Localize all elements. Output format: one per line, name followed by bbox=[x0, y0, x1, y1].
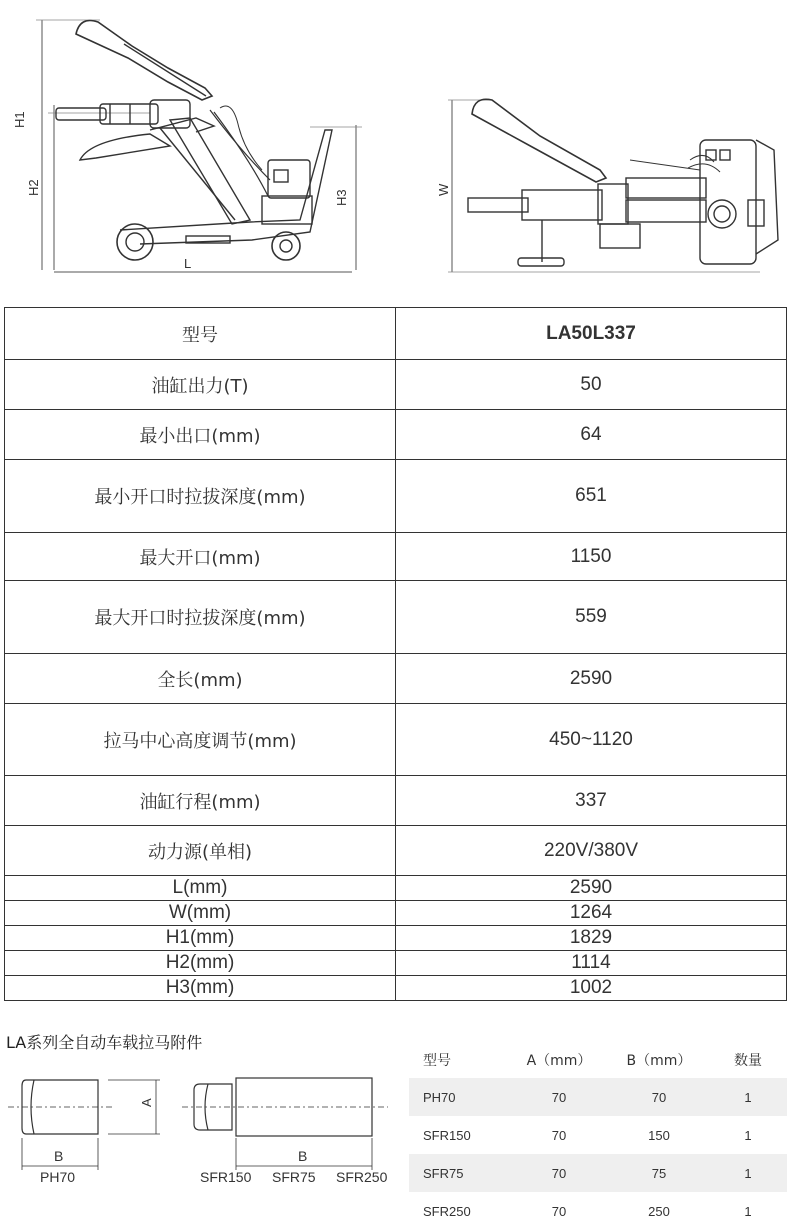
spec-row bbox=[5, 704, 787, 776]
spec-row bbox=[5, 826, 787, 876]
accessory-cell: 250 bbox=[648, 1203, 670, 1219]
dim-a-label: A bbox=[139, 1098, 154, 1107]
spec-value: 64 bbox=[396, 410, 787, 460]
dim-b-left-label: B bbox=[54, 1148, 64, 1164]
dim-h3-label: H3 bbox=[334, 189, 349, 206]
accessory-cell: 70 bbox=[509, 1078, 609, 1116]
spec-value: 651 bbox=[396, 460, 787, 533]
top-view-drawing bbox=[430, 0, 790, 290]
spec-label: 拉马中心高度调节(mm) bbox=[5, 704, 396, 776]
spec-row bbox=[5, 901, 787, 926]
accessory-row bbox=[409, 1154, 787, 1192]
accessory-header: 型号 bbox=[423, 1053, 451, 1069]
spec-value: 220V/380V bbox=[396, 826, 787, 876]
spec-row bbox=[5, 410, 787, 460]
accessory-cell: PH70 bbox=[409, 1078, 509, 1116]
accessory-cell: 70 bbox=[551, 1127, 567, 1143]
accessory-header-row bbox=[409, 1042, 787, 1078]
accessory-cell: 1 bbox=[709, 1078, 787, 1116]
spec-row bbox=[5, 776, 787, 826]
spec-header-value: LA50L337 bbox=[396, 308, 787, 360]
accessory-cell: 1 bbox=[744, 1127, 752, 1143]
dim-b-right-label: B bbox=[298, 1148, 308, 1164]
accessory-header: 数量 bbox=[734, 1053, 762, 1069]
accessory-cell: SFR250 bbox=[423, 1203, 471, 1219]
sfr-label: SFR150 bbox=[200, 1169, 252, 1185]
accessories-title: LA系列全自动车载拉马附件 bbox=[6, 1033, 203, 1052]
accessory-cell: 70 bbox=[509, 1154, 609, 1192]
spec-row bbox=[5, 360, 787, 410]
spec-row bbox=[5, 926, 787, 951]
spec-value: 2590 bbox=[396, 654, 787, 704]
spec-label: 油缸出力(T) bbox=[5, 360, 396, 410]
spec-label: H2(mm) bbox=[5, 951, 396, 976]
sfr-label: SFR75 bbox=[272, 1169, 316, 1185]
spec-value: 1264 bbox=[396, 901, 787, 926]
spec-value: 1114 bbox=[396, 951, 787, 976]
spec-value: 2590 bbox=[396, 876, 787, 901]
spec-value: 1002 bbox=[396, 976, 787, 1001]
dim-h2-label: H2 bbox=[26, 179, 41, 196]
spec-label: 动力源(单相) bbox=[5, 826, 396, 876]
spec-label: 最小开口时拉拔深度(mm) bbox=[5, 460, 396, 533]
spec-label: 最大开口时拉拔深度(mm) bbox=[5, 581, 396, 654]
spec-value: 1829 bbox=[396, 926, 787, 951]
accessory-cell: SFR150 bbox=[423, 1127, 471, 1143]
spec-label: H3(mm) bbox=[5, 976, 396, 1001]
accessory-cell: 75 bbox=[609, 1154, 709, 1192]
accessory-drawing bbox=[0, 1058, 405, 1198]
side-view-drawing bbox=[0, 0, 400, 290]
spec-label: 油缸行程(mm) bbox=[5, 776, 396, 826]
spec-table bbox=[4, 307, 787, 1001]
spec-label: 最小出口(mm) bbox=[5, 410, 396, 460]
spec-header-row bbox=[5, 308, 787, 360]
accessory-row bbox=[409, 1192, 787, 1230]
accessory-cell: 1 bbox=[709, 1154, 787, 1192]
spec-label: H1(mm) bbox=[5, 926, 396, 951]
accessory-cell: 70 bbox=[609, 1078, 709, 1116]
spec-value: 1150 bbox=[396, 533, 787, 581]
accessory-row bbox=[409, 1116, 787, 1154]
spec-label: W(mm) bbox=[5, 901, 396, 926]
ph70-label: PH70 bbox=[40, 1169, 76, 1185]
accessory-cell: 150 bbox=[648, 1127, 670, 1143]
spec-header-label: 型号 bbox=[5, 308, 396, 360]
spec-row bbox=[5, 951, 787, 976]
spec-row bbox=[5, 876, 787, 901]
accessory-row bbox=[409, 1078, 787, 1116]
accessory-cell: 1 bbox=[744, 1203, 752, 1219]
accessory-header: A（mm） bbox=[526, 1053, 592, 1069]
spec-label: 全长(mm) bbox=[5, 654, 396, 704]
spec-row bbox=[5, 460, 787, 533]
spec-label: L(mm) bbox=[5, 876, 396, 901]
spec-value: 50 bbox=[396, 360, 787, 410]
spec-value: 450~1120 bbox=[396, 704, 787, 776]
accessory-header: B（mm） bbox=[626, 1053, 692, 1069]
spec-row bbox=[5, 976, 787, 1001]
spec-value: 559 bbox=[396, 581, 787, 654]
sfr-label: SFR250 bbox=[336, 1169, 388, 1185]
spec-row bbox=[5, 654, 787, 704]
spec-row bbox=[5, 533, 787, 581]
spec-value: 337 bbox=[396, 776, 787, 826]
dim-h1-label: H1 bbox=[12, 111, 27, 128]
accessory-cell: 70 bbox=[551, 1203, 567, 1219]
accessory-cell: SFR75 bbox=[409, 1154, 509, 1192]
spec-row bbox=[5, 581, 787, 654]
dim-w-label: W bbox=[436, 183, 451, 196]
spec-label: 最大开口(mm) bbox=[5, 533, 396, 581]
dim-l-label: L bbox=[184, 256, 192, 271]
accessory-table bbox=[409, 1042, 787, 1230]
